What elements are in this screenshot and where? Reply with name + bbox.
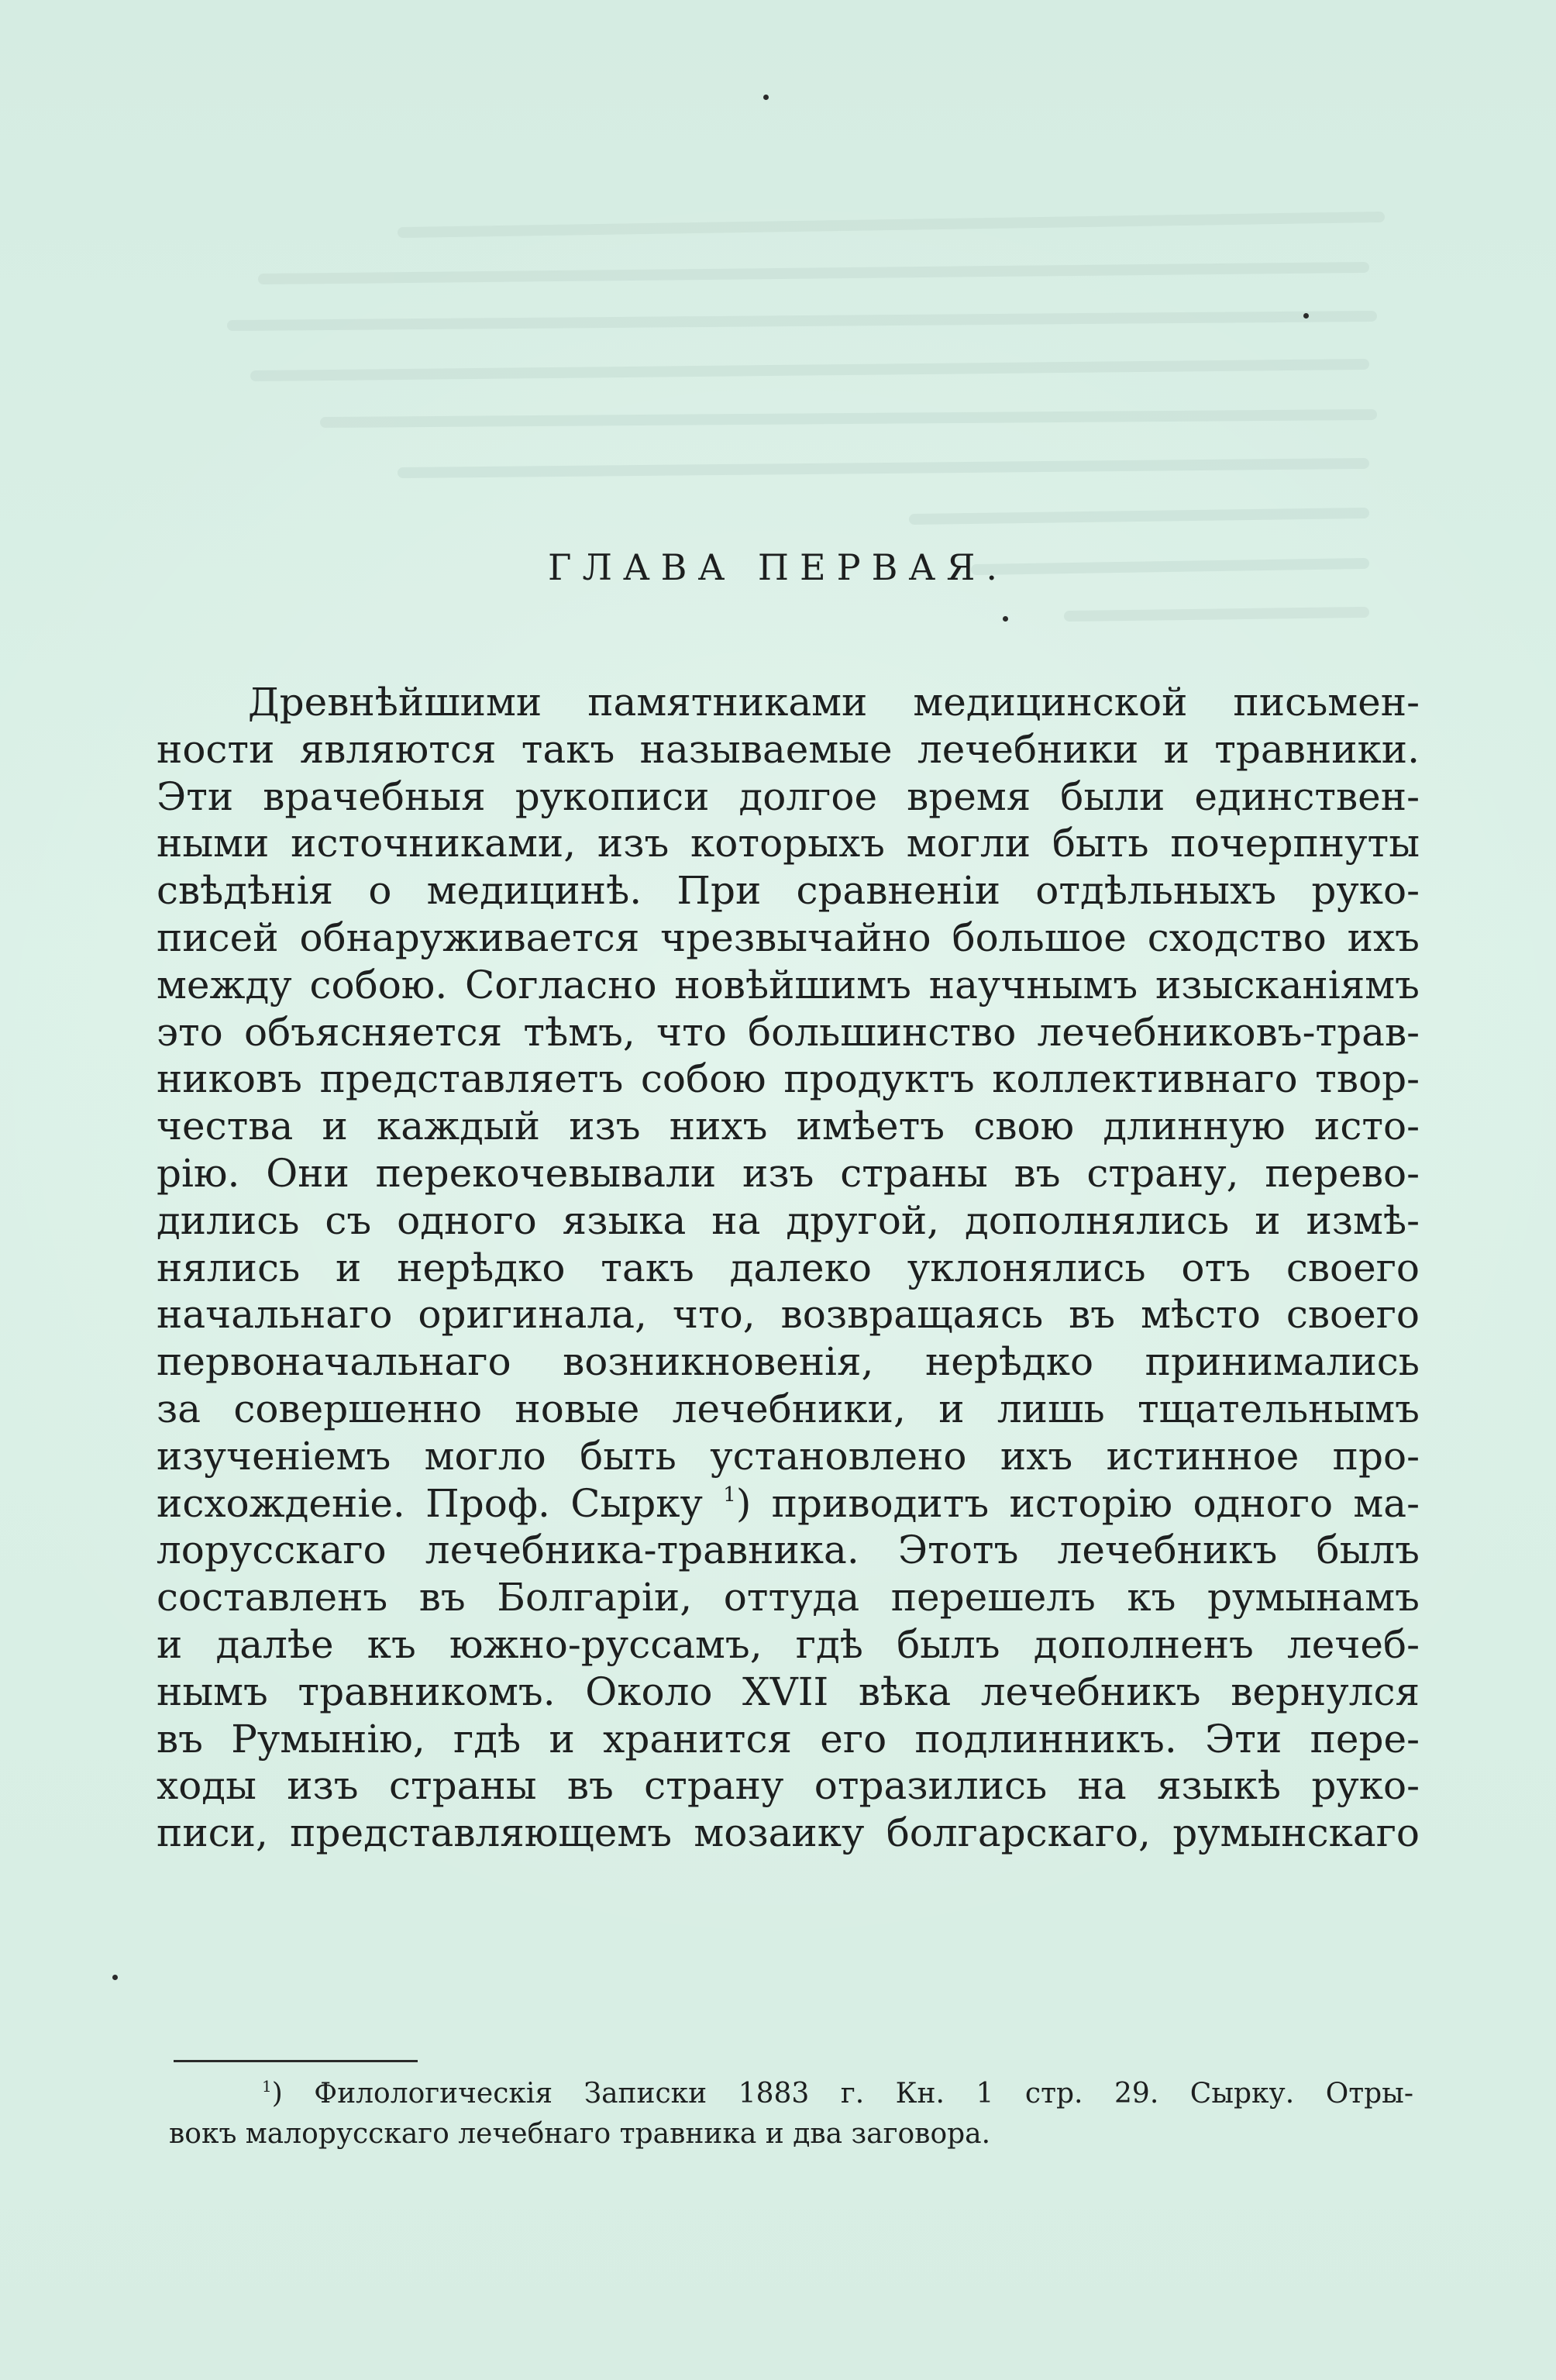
text-segment: исхожденіе. Проф. Сырку — [157, 1480, 703, 1526]
text-line: писи, представляющемъ мозаику болгарскаго, румынскаго — [157, 1810, 1420, 1856]
footnote-line — [169, 2074, 1413, 2114]
text-line: это объясняется тѣмъ, что большинство лечебниковъ-трав- — [157, 1009, 1420, 1055]
speck-dot — [1303, 313, 1309, 319]
text-line: лорусскаго лечебника-травника. Этотъ лечебникъ былъ — [157, 1528, 1420, 1573]
text-line: ходы изъ страны въ страну отразились на языкѣ руко- — [157, 1763, 1420, 1809]
text-line: свѣдѣнія о медицинѣ. При сравненіи отдѣльныхъ руко- — [157, 868, 1420, 914]
footnote-marker: 1 — [262, 2077, 272, 2096]
text-line: чества и каждый изъ нихъ имѣетъ свою длинную исто- — [157, 1104, 1420, 1149]
text-line: ности являются такъ называемые лечебники и травники. — [157, 726, 1420, 772]
text-line: Древнѣйшими памятниками медицинской письмен- — [248, 680, 1420, 725]
text-line: дились съ одного языка на другой, дополнялись и измѣ- — [157, 1197, 1420, 1243]
text-line: ными источниками, изъ которыхъ могли быть почерпнуты — [157, 821, 1420, 866]
text-line: рію. Они перекочевывали изъ страны въ страну, перево- — [157, 1150, 1420, 1196]
main-text — [157, 679, 1420, 1857]
show-through-texture — [0, 0, 1556, 697]
text-line: писей обнаруживается чрезвычайно большое сходство ихъ — [157, 914, 1420, 960]
text-line: Эти врачебныя рукописи долгое время были единствен- — [157, 773, 1420, 819]
text-line: въ Румынію, гдѣ и хранится его подлинникъ. Эти пере- — [157, 1716, 1420, 1762]
text-line: нялись и нерѣдко такъ далеко уклонялись отъ своего — [157, 1245, 1420, 1290]
speck-dot — [763, 95, 769, 100]
text-line-with-footnote-ref — [157, 1480, 1420, 1528]
text-line: никовъ представляетъ собою продуктъ коллективнаго твор- — [157, 1056, 1420, 1102]
speck-dot — [1003, 616, 1008, 622]
footnote-reference: 1 — [723, 1483, 736, 1507]
text-line: за совершенно новые лечебники, и лишь тщательнымъ — [157, 1386, 1420, 1431]
text-line: начальнаго оригинала, что, возвращаясь въ мѣсто своего — [157, 1292, 1420, 1338]
text-line: первоначальнаго возникновенія, нерѣдко принимались — [157, 1339, 1420, 1385]
text-line: нымъ травникомъ. Около XVII вѣка лечебникъ вернулся — [157, 1669, 1420, 1714]
text-line: составленъ въ Болгаріи, оттуда перешелъ къ румынамъ — [157, 1575, 1420, 1621]
text-segment: ) приводитъ исторію одного ма- — [735, 1480, 1420, 1526]
footnote-text: ) Филологическія Записки 1883 г. Кн. 1 стр. 29. Сырку. Отры- — [271, 2078, 1413, 2110]
text-line: изученіемъ могло быть установлено ихъ истинное про- — [157, 1433, 1420, 1479]
text-line: между собою. Согласно новѣйшимъ научнымъ изысканіямъ — [157, 962, 1420, 1007]
footnote-block — [169, 2074, 1413, 2154]
chapter-title: ГЛАВА ПЕРВАЯ. — [547, 546, 1008, 588]
footnote-divider — [174, 2060, 418, 2062]
speck-dot — [112, 1975, 118, 1980]
text-line: и далѣе къ южно-руссамъ, гдѣ былъ дополненъ лечеб- — [157, 1621, 1420, 1667]
footnote-line: вокъ малорусскаго лечебнаго травника и два заговора. — [169, 2118, 991, 2150]
